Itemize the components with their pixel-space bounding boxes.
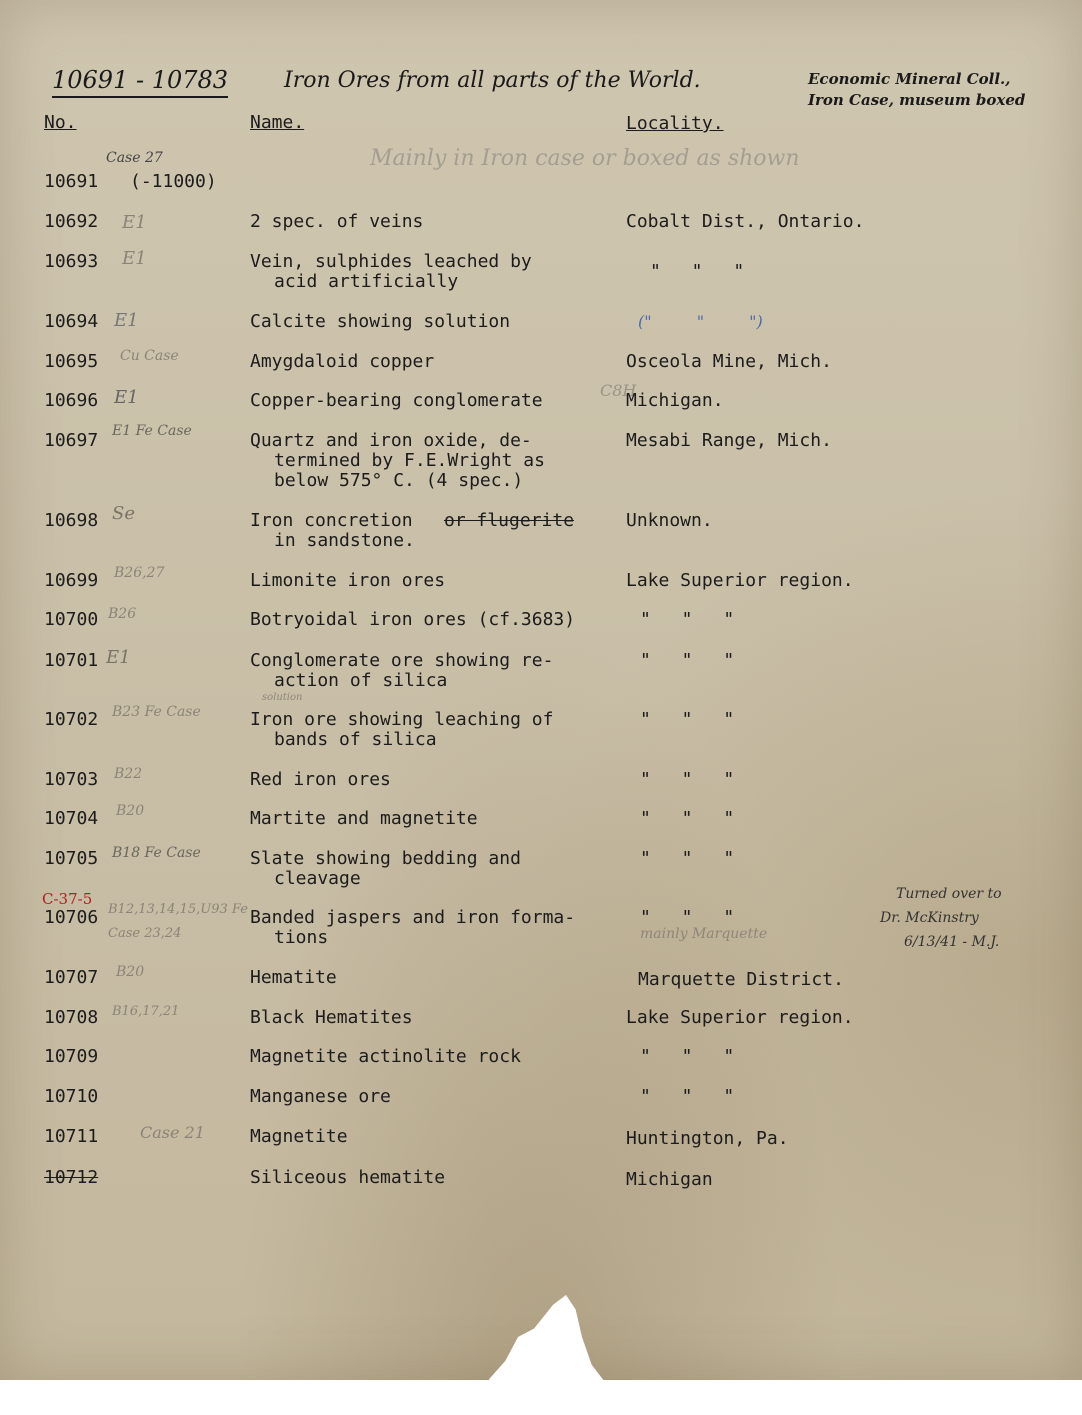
specimen-name: Martite and magnetite	[250, 808, 478, 829]
specimen-range: (-11000)	[130, 171, 217, 192]
specimen-name-cont: action of silica	[274, 670, 448, 691]
specimen-number: 10700	[44, 609, 99, 630]
table-row	[0, 248, 1082, 312]
location-mark: B22	[114, 766, 143, 782]
location-mark: B20	[116, 964, 145, 980]
specimen-locality: Lake Superior region.	[626, 570, 854, 591]
location-mark: Case 27	[106, 150, 163, 166]
specimen-name-cont: below 575° C. (4 spec.)	[274, 470, 524, 491]
specimen-name: Red iron ores	[250, 769, 391, 790]
specimen-locality: " " "	[640, 769, 735, 790]
location-mark: B16,17,21	[112, 1004, 180, 1019]
specimen-name: Banded jaspers and iron forma-	[250, 907, 576, 928]
table-row	[0, 647, 1082, 711]
specimen-locality: Michigan.	[626, 390, 724, 411]
specimen-number: 10691	[44, 171, 99, 192]
location-mark: Case 21	[140, 1123, 205, 1142]
table-row	[0, 423, 1082, 491]
specimen-name: Black Hematites	[250, 1007, 413, 1028]
location-mark: B18 Fe Case	[112, 845, 201, 861]
specimen-locality: Marquette District.	[638, 969, 844, 990]
specimen-name: Vein, sulphides leached by	[250, 251, 532, 272]
specimen-name: Calcite showing solution	[250, 311, 511, 332]
location-mark: Cu Case	[120, 348, 179, 364]
specimen-number: 10709	[44, 1046, 99, 1067]
torn-edge	[470, 1295, 630, 1415]
specimen-number: 10701	[44, 650, 99, 671]
location-mark: E1	[114, 387, 139, 408]
specimen-number: 10703	[44, 769, 99, 790]
table-row	[0, 692, 1082, 770]
location-mark: E1	[122, 212, 147, 233]
turned-over-note-line3: 6/13/41 - M.J.	[904, 934, 1000, 950]
specimen-number: 10698	[44, 510, 99, 531]
collection-note-line2: Iron Case, museum boxed	[808, 91, 1026, 109]
location-mark: E1	[114, 310, 139, 331]
specimen-locality: " " "	[650, 261, 745, 282]
specimen-locality: " " "	[640, 1086, 735, 1107]
specimen-name: Siliceous hematite	[250, 1167, 446, 1188]
column-header-no: No.	[44, 112, 77, 133]
specimen-locality: " " "	[640, 808, 735, 829]
specimen-name-cont: in sandstone.	[274, 530, 415, 551]
specimen-name: Slate showing bedding and	[250, 848, 521, 869]
specimen-number: 10697	[44, 430, 99, 451]
specimen-number: 10711	[44, 1126, 99, 1147]
specimen-name: Magnetite	[250, 1126, 348, 1147]
specimen-locality: Unknown.	[626, 510, 713, 531]
specimen-number: 10702	[44, 709, 99, 730]
location-mark: B20	[116, 803, 145, 819]
pencil-note-storage: Mainly in Iron case or boxed as shown	[370, 146, 800, 171]
specimen-name-cont: acid artificially	[274, 271, 459, 292]
column-header-locality: Locality.	[626, 113, 724, 134]
location-mark: E1	[106, 647, 131, 668]
specimen-name: Conglomerate ore showing re-	[250, 650, 554, 671]
catalog-range: 10691 - 10783	[52, 66, 228, 98]
specimen-locality: Michigan	[626, 1169, 713, 1190]
specimen-locality: Osceola Mine, Mich.	[626, 351, 832, 372]
location-mark: B12,13,14,15,U93 Fe Case 23,24	[108, 902, 248, 941]
pencil-note-solution: solution	[262, 692, 303, 703]
specimen-locality: " " "	[640, 709, 735, 730]
specimen-number: 10696	[44, 390, 99, 411]
specimen-locality: " " "	[640, 848, 735, 869]
specimen-number: 10695	[44, 351, 99, 372]
specimen-name: 2 spec. of veins	[250, 211, 424, 232]
specimen-name: Copper-bearing conglomerate	[250, 390, 543, 411]
specimen-number: 10708	[44, 1007, 99, 1028]
specimen-locality: " " "	[640, 907, 735, 928]
specimen-name: Hematite	[250, 967, 337, 988]
specimen-locality: Cobalt Dist., Ontario.	[626, 211, 865, 232]
pencil-note-marquette: mainly Marquette	[640, 926, 768, 942]
specimen-name: Amygdaloid copper	[250, 351, 435, 372]
specimen-number: 10705	[44, 848, 99, 869]
location-mark: B23 Fe Case	[112, 704, 201, 720]
specimen-number: 10692	[44, 211, 99, 232]
pencil-note-c8h: C8H	[600, 381, 637, 400]
specimen-name: Limonite iron ores	[250, 570, 446, 591]
specimen-name: Magnetite actinolite rock	[250, 1046, 521, 1067]
turned-over-note-line1: Turned over to	[896, 886, 1002, 902]
specimen-number: 10712	[44, 1167, 99, 1188]
specimen-name: Quartz and iron oxide, de-	[250, 430, 532, 451]
specimen-locality: " " "	[640, 650, 735, 671]
collection-note-line1: Economic Mineral Coll.,	[808, 70, 1011, 88]
specimen-name-cont: bands of silica	[274, 729, 437, 750]
turned-over-note-line2: Dr. McKinstry	[880, 910, 979, 926]
location-mark: E1	[122, 248, 147, 269]
specimen-locality: Mesabi Range, Mich.	[626, 430, 832, 451]
specimen-locality: Lake Superior region.	[626, 1007, 854, 1028]
specimen-number: 10707	[44, 967, 99, 988]
specimen-name: Iron concretion	[250, 510, 413, 531]
specimen-name: Iron ore showing leaching of	[250, 709, 554, 730]
table-row	[0, 503, 1082, 571]
struck-text: or flugerite	[444, 510, 575, 531]
specimen-name-cont: cleavage	[274, 868, 361, 889]
specimen-locality: " " "	[640, 609, 735, 630]
specimen-name: Botryoidal iron ores (cf.3683)	[250, 609, 576, 630]
specimen-locality: " " "	[640, 1046, 735, 1067]
red-catalog-code: C-37-5	[42, 890, 93, 908]
specimen-locality: (" " ")	[638, 312, 763, 331]
specimen-number: 10706	[44, 907, 99, 928]
specimen-number: 10693	[44, 251, 99, 272]
catalog-title: Iron Ores from all parts of the World.	[284, 68, 701, 93]
specimen-name: Manganese ore	[250, 1086, 391, 1107]
table-row	[0, 1168, 1082, 1228]
column-header-name: Name.	[250, 112, 305, 133]
specimen-number: 10699	[44, 570, 99, 591]
specimen-number: 10704	[44, 808, 99, 829]
specimen-number: 10710	[44, 1086, 99, 1107]
specimen-name-cont: tions	[274, 927, 329, 948]
location-mark: Se	[112, 503, 135, 524]
location-mark: B26,27	[114, 565, 165, 581]
specimen-name-cont: termined by F.E.Wright as	[274, 450, 545, 471]
specimen-locality: Huntington, Pa.	[626, 1128, 789, 1149]
location-mark: E1 Fe Case	[112, 423, 192, 439]
specimen-number: 10694	[44, 311, 99, 332]
location-mark: B26	[108, 606, 137, 622]
